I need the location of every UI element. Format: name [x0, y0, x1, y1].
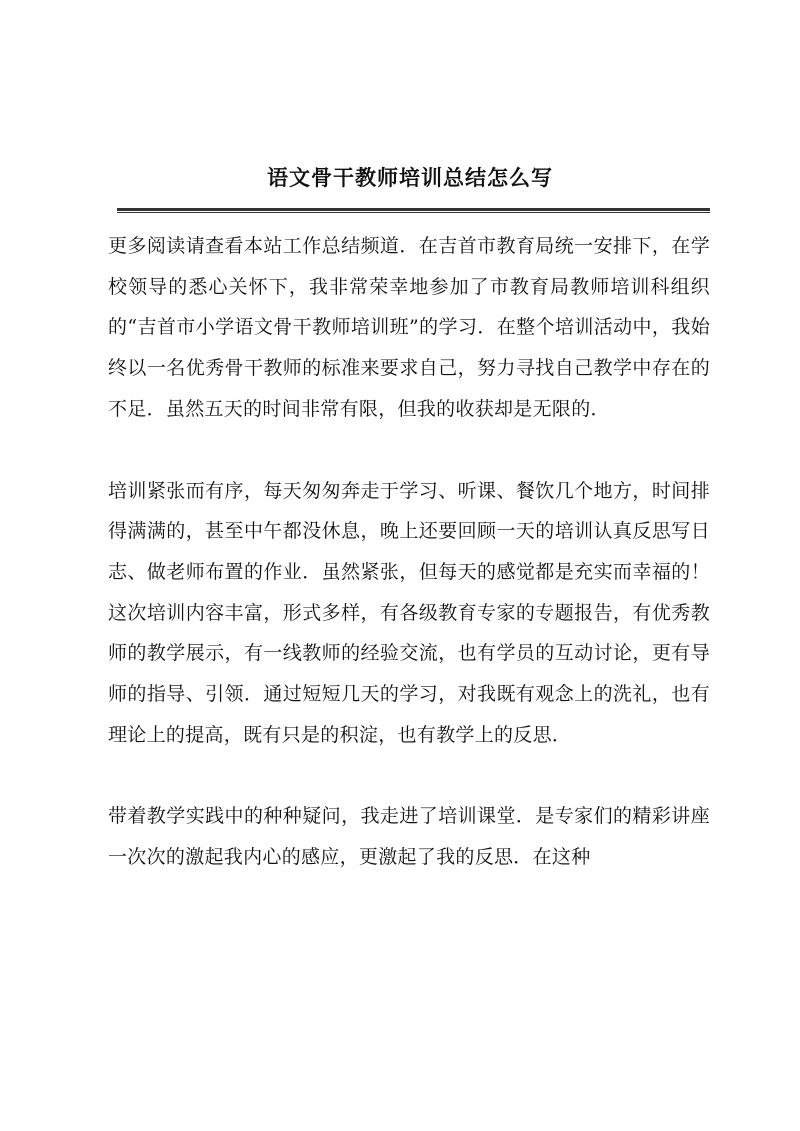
title-divider — [117, 208, 710, 213]
document-title: 语文骨干教师培训总结怎么写 — [267, 165, 553, 190]
document-body — [108, 226, 710, 878]
paragraph-1: 更多阅读请查看本站工作总结频道．在吉首市教育局统一安排下，在学校领导的悉心关怀下，我非常荣幸地参加了市教育局教师培训科组织的“吉首市小学语文骨干教师培训班”的学习．在整个培训活动中，我始终以一名优秀骨干教师的标准来要求自己，努力寻找自己教学中存在的不足．虽然五天的时间非常有限，但我的收获却是无限的． — [108, 235, 710, 420]
paragraph-3: 带着教学实践中的种种疑问，我走进了培训课堂．是专家们的精彩讲座一次次的激起我内心的感应，更激起了我的反思．在这种 — [108, 805, 710, 869]
paragraph-2: 培训紧张而有序，每天匆匆奔走于学习、听课、餐饮几个地方，时间排得满满的，甚至中午都没休息，晚上还要回顾一天的培训认真反思写日志、做老师布置的作业．虽然紧张，但每天的感觉都是充实而幸福的！这次培训内容丰富，形式多样，有各级教育专家的专题报告，有优秀教师的教学展示，有一线教师的经验交流，也有学员的互动讨论，更有导师的指导、引领．通过短短几天的学习，对我既有观念上的洗礼，也有理论上的提高，既有只是的积淀，也有教学上的反思． — [108, 479, 710, 746]
